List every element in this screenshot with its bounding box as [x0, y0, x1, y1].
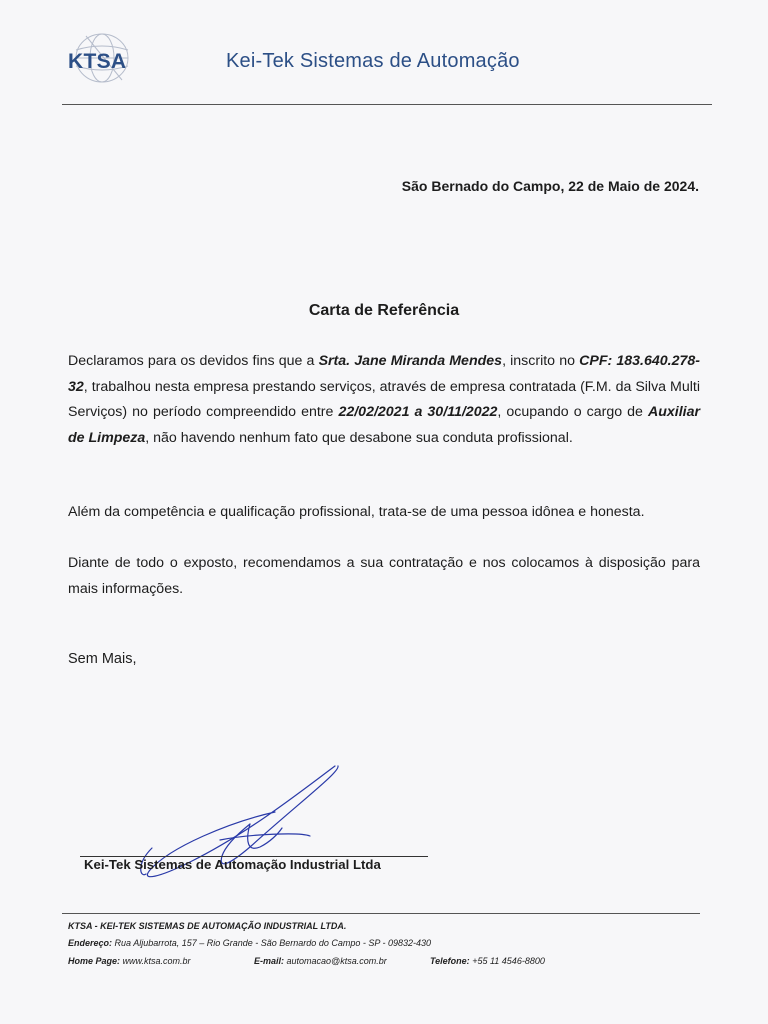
document-title: Carta de Referência — [308, 302, 460, 319]
company-name-header: Kei-Tek Sistemas de Automação — [226, 50, 520, 72]
footer-web-value: www.ktsa.com.br — [122, 956, 191, 966]
paragraph-2: Além da competência e qualificação profissional, trata-se de uma pessoa idônea e honesta. — [68, 504, 645, 520]
p1-text-2: , inscrito no — [502, 353, 580, 369]
employee-name: Srta. Jane Miranda Mendes — [318, 353, 503, 369]
closing-line: Sem Mais, — [68, 651, 137, 667]
p1-text-4: , ocupando o cargo de — [497, 404, 648, 420]
footer-phone — [430, 956, 545, 966]
footer-address-label: Endereço: — [68, 938, 113, 948]
job-role: Auxiliar de Limpeza — [68, 404, 701, 446]
p1-text-1: Declaramos para os devidos fins que a — [68, 353, 319, 369]
footer-address-value: Rua Aljubarrota, 157 – Rio Grande - São Bernardo do Campo - SP - 09832-430 — [114, 938, 432, 948]
paragraph-1 — [68, 349, 700, 451]
p1-text-3: , trabalhou nesta empresa prestando serviços, através de empresa contratada (F.M. da Silva Multi Serviços) no período compreendido entre — [68, 378, 700, 420]
paragraph-3: Diante de todo o exposto, recomendamos a sua contratação e nos colocamos à disposição para mais informações. — [68, 555, 700, 597]
employment-period: 22/02/2021 a 30/11/2022 — [338, 404, 498, 420]
logo-text: KTSA — [68, 50, 127, 73]
footer-web-label: Home Page: — [68, 956, 121, 966]
p1-text-5: , não havendo nenhum fato que desabone sua conduta profissional. — [145, 429, 573, 446]
footer-company: KTSA - KEI-TEK SISTEMAS DE AUTOMAÇÃO INDUSTRIAL LTDA. — [68, 921, 347, 931]
footer-phone-value: +55 11 4546-8800 — [472, 956, 545, 966]
footer-email — [254, 956, 387, 966]
signatory-name: Kei-Tek Sistemas de Automação Industrial Ltda — [84, 857, 381, 872]
footer-address — [68, 938, 431, 948]
footer-website — [68, 956, 191, 966]
footer-email-value: automacao@ktsa.com.br — [286, 956, 387, 966]
footer-email-label: E-mail: — [254, 956, 285, 966]
footer-phone-label: Telefone: — [430, 956, 470, 966]
footer-divider — [62, 913, 700, 914]
date-line: São Bernado do Campo, 22 de Maio de 2024. — [401, 178, 699, 194]
header-divider — [62, 104, 712, 105]
employee-cpf: CPF: 183.640.278-32 — [68, 353, 700, 395]
